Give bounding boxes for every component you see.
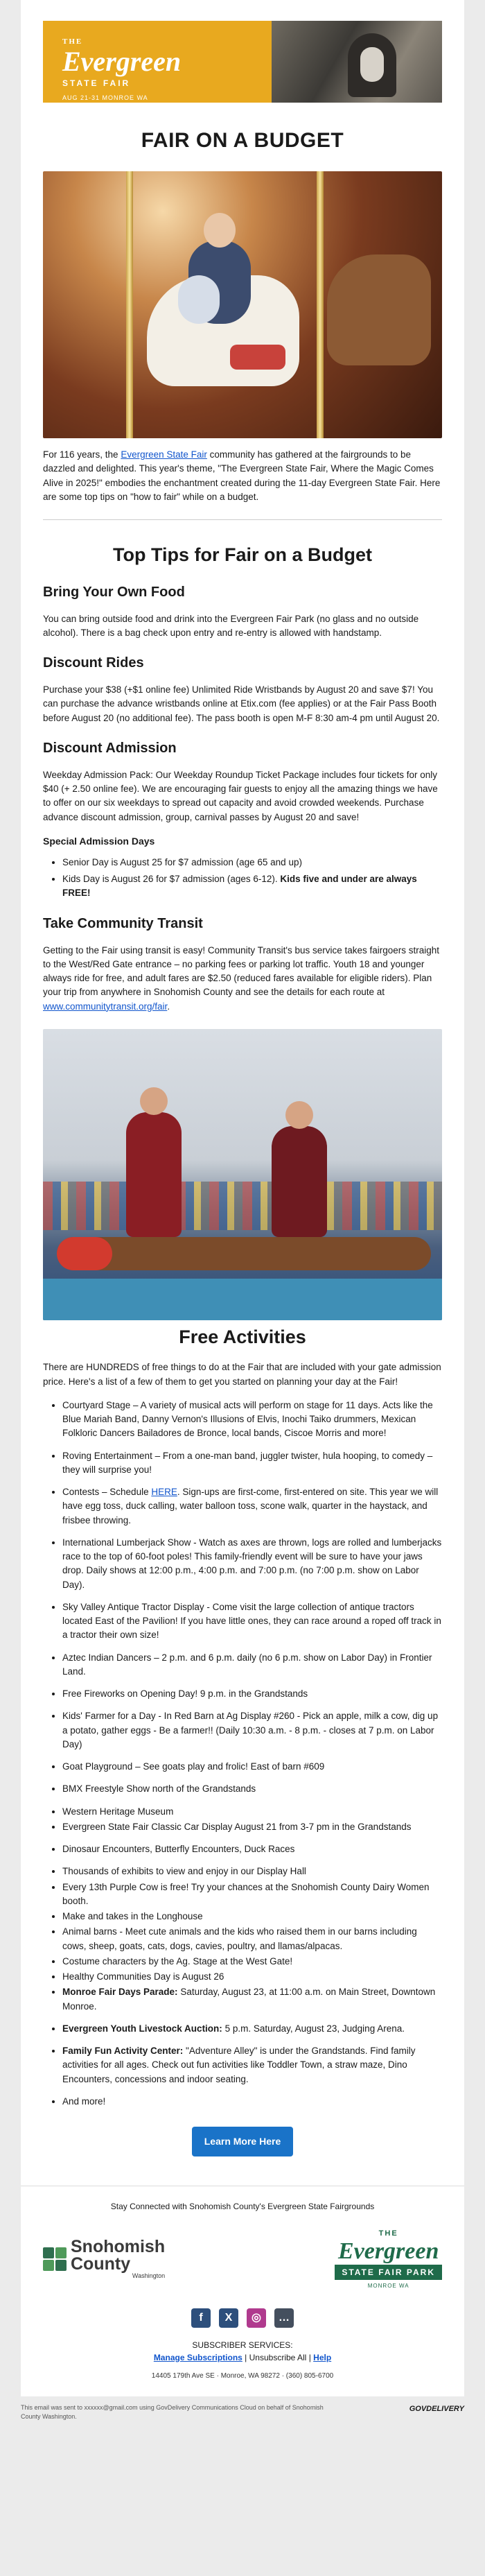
- eg-title: Evergreen: [337, 2238, 439, 2264]
- admission-text: Weekday Admission Pack: Our Weekday Roundup Ticket Package includes four tickets for only $40 (+ 2.50 online fee). We are encouraging fair guests to enjoy all the amazing things we have to offer on our six weekdays to spread out capacity and avoid crowded weekends. Purchase advance discount admission, group, carnival passes by August 20 and save!: [43, 769, 438, 822]
- banner-photo: [272, 21, 442, 103]
- food-text: You can bring outside food and drink into the Evergreen Fair Park (no glass and no outside alcohol). There is a bag check upon entry and re-entry is allowed with handstamp.: [43, 613, 419, 638]
- parade-text: Saturday, August 23, at 11:00 a.m. on Main Street, Downtown Monroe.: [62, 1987, 436, 2012]
- transit-period: .: [167, 1001, 170, 1012]
- food-heading: Bring Your Own Food: [43, 584, 185, 600]
- lumberjack-photo: [43, 1029, 442, 1320]
- facebook-icon[interactable]: f: [191, 2308, 211, 2328]
- snohomish-county-logo[interactable]: [43, 2238, 165, 2279]
- activities-list: [62, 1399, 442, 2109]
- link-separator: |: [242, 2352, 249, 2362]
- banner-subtitle: STATE FAIR: [62, 78, 131, 88]
- tips-heading: Top Tips for Fair on a Budget: [113, 544, 372, 565]
- eg-subtitle: STATE FAIR PARK: [335, 2265, 442, 2280]
- admission-heading: Discount Admission: [43, 740, 177, 756]
- banner-title: Evergreen: [62, 45, 182, 77]
- banner-logo: [43, 21, 272, 103]
- activity-item: [62, 2044, 442, 2086]
- activity-item: • Free Fireworks on Opening Day! 9 p.m. in the Grandstands: [62, 1687, 442, 1701]
- livestock-text: 5 p.m. Saturday, August 23, Judging Arena.: [222, 2023, 405, 2034]
- activity-item: • International Lumberjack Show - Watch as axes are thrown, logs are rolled and lumberjacks race to the top of 60-foot poles! This family-friendly event will be sure to have your jaws drop. Daily shows at 12:00 p.m., 4:00 p.m. and 7:00 p.m. (no 7:00 p.m. show on Labor Day).: [62, 1536, 442, 1592]
- family-center-text: "Adventure Alley" is under the Grandstands. Find family activities for all ages. Check out fun activities like Toddler Town, a straw maze, Dino Encounters, concessions and indoor seating.: [62, 2046, 416, 2084]
- link-separator: |: [306, 2352, 314, 2362]
- livestock-label: Evergreen Youth Livestock Auction:: [62, 2023, 222, 2034]
- activity-item: • Courtyard Stage – A variety of musical acts will perform on stage for 11 days. Acts like the Blue Mariah Band, Danny Vernon's Illusions of Elvis, Inochi Taiko drummers, Mexican Folkloric Dancers Bailadores de Bronce, local bands, Ciscoe Morris and more!: [62, 1399, 442, 1441]
- county-wordmark: [71, 2238, 165, 2279]
- carousel-saddle: [230, 345, 285, 370]
- activity-item: [62, 2022, 442, 2036]
- banner-dates: AUG 21-31 MONROE WA: [62, 94, 148, 101]
- carousel-pole: [126, 171, 133, 438]
- activity-item: • And more!: [62, 2095, 442, 2109]
- family-center-label: Family Fun Activity Center:: [62, 2046, 184, 2056]
- social-links: [43, 2308, 442, 2328]
- legal-text: This email was sent to xxxxxx@gmail.com using GovDelivery Communications Cloud on behalf of Snohomish County Washington.: [21, 2403, 324, 2420]
- county-state: Washington: [132, 2272, 166, 2280]
- crowd-image: [43, 1182, 442, 1230]
- banner-the: THE: [62, 37, 83, 46]
- fair-banner[interactable]: [43, 21, 442, 103]
- activity-item: • Western Heritage Museum: [62, 1805, 442, 1819]
- special-admission-heading: Special Admission Days: [43, 835, 155, 847]
- transit-paragraph: [43, 944, 442, 1014]
- county-name-line2: County: [71, 2254, 131, 2274]
- senior-day-item: • Senior Day is August 25 for $7 admission (age 65 and up): [62, 856, 442, 870]
- help-link[interactable]: Help: [313, 2352, 332, 2362]
- govdelivery-logo[interactable]: GOVDELIVERY: [409, 2404, 464, 2413]
- mailing-address: 14405 179th Ave SE · Monroe, WA 98272 · (360) 805-6700: [151, 2371, 334, 2380]
- activity-item: [62, 1485, 442, 1528]
- lumberjack-left: [126, 1112, 182, 1237]
- page-title: FAIR ON A BUDGET: [141, 129, 344, 152]
- contests-text: Contests – Schedule: [62, 1487, 152, 1497]
- footer: [21, 2186, 464, 2396]
- intro-paragraph: [43, 448, 442, 504]
- free-activities-heading: Free Activities: [179, 1326, 306, 1347]
- activity-item: • Thousands of exhibits to view and enjoy in our Display Hall: [62, 1865, 442, 1878]
- carousel-horse-back: [327, 254, 431, 365]
- activity-item: • Healthy Communities Day is August 26: [62, 1970, 442, 1984]
- subscriber-services-label: SUBSCRIBER SERVICES:: [192, 2340, 293, 2350]
- activity-item: • Aztec Indian Dancers – 2 p.m. and 6 p.m. daily (no 6 p.m. show on Labor Day) in Frontier Land.: [62, 1651, 442, 1679]
- evergreen-state-fair-link[interactable]: Evergreen State Fair: [121, 449, 207, 460]
- footer-logos: [43, 2228, 442, 2290]
- intro-text-end: community has gathered at the fairgrounds to be dazzled and delighted. This year's theme, "The Evergreen State Fair, Where the Magic Comes Alive in 2025!" embodies the enchantment created during the 11-day Evergreen State Fair. Here are some top tips on "how to fair" while on a budget.: [43, 449, 441, 502]
- activity-item: • Every 13th Purple Cow is free! Try your chances at the Snohomish County Dairy Women booth.: [62, 1881, 442, 1909]
- eg-city: MONROE WA: [367, 2282, 409, 2289]
- activity-item: • Kids' Farmer for a Day - In Red Barn at Ag Display #260 - Pick an apple, milk a cow, dig up a potato, gather eggs - Be a farmer!! (Daily 10:30 a.m. - 8 p.m. - closes at 7 p.m. on Labor Day): [62, 1709, 442, 1752]
- activity-item: • Sky Valley Antique Tractor Display - Come visit the large collection of antique tractors located East of the Pavilion! If you have little ones, they can race around a roped off track in a tractor their own size!: [62, 1600, 442, 1643]
- transit-text: Getting to the Fair using transit is easy! Community Transit's bus service takes fairgoers straight to the West/Red Gate entrance – no parking fees or parking lot traffic. Youth 18 and younger always ride for free, and adult fares are $2.50 (reduced fares available for eligible riders). Plan your trip from anywhere in Snohomish County and see the details for each route at: [43, 944, 440, 998]
- intro-text-start: For 116 years, the: [43, 449, 121, 460]
- carousel-photo: [43, 171, 442, 438]
- special-admission-list: [62, 856, 442, 901]
- free-intro: There are HUNDREDS of free things to do at the Fair that are included with your gate admission price. Here's a list of a few of them to get you started on planning your day at the Fair!: [43, 1362, 441, 1387]
- community-transit-link[interactable]: www.communitytransit.org/fair: [43, 1001, 168, 1012]
- x-icon[interactable]: X: [219, 2308, 238, 2328]
- contests-schedule-link[interactable]: HERE: [151, 1487, 177, 1497]
- activity-item: • Costume characters by the Ag. Stage at the West Gate!: [62, 1955, 442, 1969]
- legal-bar: [21, 2403, 464, 2433]
- evergreen-fair-park-logo[interactable]: [335, 2228, 442, 2290]
- carousel-pole: [317, 171, 324, 438]
- rolling-log: [57, 1237, 431, 1270]
- rides-text: Purchase your $38 (+$1 online fee) Unlimited Ride Wristbands by August 20 and save $7! You can purchase the advance wristbands online at Etix.com (fee applies) or at the Fair Pass Booth before August 20 (no additional fee). The pass booth is open M-F 8:30 am-4 pm until August 20.: [43, 684, 440, 723]
- section-divider: [43, 519, 442, 520]
- rides-heading: Discount Rides: [43, 655, 144, 671]
- kids-day-item: [62, 872, 442, 901]
- lumberjack-right: [272, 1126, 327, 1237]
- parade-label: Monroe Fair Days Parade:: [62, 1987, 178, 1998]
- water-pool: [43, 1279, 442, 1320]
- county-name-line1: Snohomish: [71, 2237, 166, 2257]
- activity-item: • Evergreen State Fair Classic Car Display August 21 from 3-7 pm in the Grandstands: [62, 1820, 442, 1834]
- eg-the: THE: [378, 2229, 398, 2238]
- subscription-links: [43, 2351, 442, 2364]
- activity-item: • Goat Playground – See goats play and frolic! East of barn #609: [62, 1760, 442, 1774]
- activity-item: • Roving Entertainment – From a one-man band, juggler twister, hula hooping, to comedy – they will surprise you!: [62, 1449, 442, 1478]
- instagram-icon[interactable]: ◎: [247, 2308, 266, 2328]
- unsubscribe-text[interactable]: Unsubscribe All: [249, 2352, 307, 2362]
- county-mark-icon: [43, 2247, 67, 2271]
- kids-day-text: Kids Day is August 26 for $7 admission (ages 6-12).: [62, 874, 281, 884]
- activity-item: [62, 1985, 442, 2014]
- contests-details: . Sign-ups are first-come, first-entered on site. This year we will have egg toss, duck calling, water balloon toss, scone walk, quarter in the haystack, and frisbee throwing.: [62, 1487, 439, 1525]
- activity-item: • BMX Freestyle Show north of the Grandstands: [62, 1782, 442, 1796]
- cta-wrap: [43, 2127, 442, 2156]
- banner-horse-image: [348, 33, 396, 97]
- manage-subscriptions-link[interactable]: Manage Subscriptions: [153, 2352, 242, 2362]
- learn-more-button[interactable]: Learn More Here: [192, 2127, 293, 2156]
- transit-heading: Take Community Transit: [43, 915, 203, 931]
- activity-item: • Make and takes in the Longhouse: [62, 1910, 442, 1924]
- stay-connected-text: Stay Connected with Snohomish County's Evergreen State Fairgrounds: [110, 2202, 375, 2211]
- chat-bubble-icon[interactable]: …: [274, 2308, 294, 2328]
- carousel-child: [178, 275, 220, 324]
- activity-item: • Dinosaur Encounters, Butterfly Encounters, Duck Races: [62, 1842, 442, 1856]
- email-body: [21, 0, 464, 2186]
- activity-item: • Animal barns - Meet cute animals and the kids who raised them in our barns including cows, sheep, goats, cats, dogs, cavies, poultry, and llamas/alpacas.: [62, 1925, 442, 1953]
- kids-free-note: Kids five and under are always FREE!: [62, 874, 417, 899]
